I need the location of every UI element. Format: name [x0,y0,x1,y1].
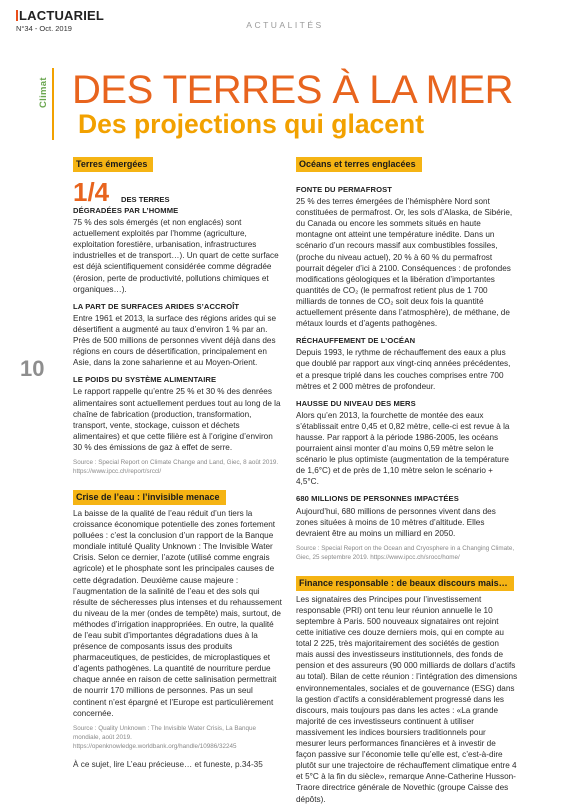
logo-text: ACTUARIEL [27,8,105,23]
paragraph-permafrost: 25 % des terres émergées de l’hémisphère Nord sont constituées de permafrost. Or, les sols d’Alaska, de Sibérie, du Canada ou encore les sommets situés en haute montagne ont atteint une température inédite. Dans un scénario d’un recours massif aux combustibles fossiles, (proche du niveau actuel), 20 % à 60 % du permafrost pourrait dégeler d’ici à 2100. Conséquences : de profondes modifications géologiques et la libération d’importantes quantités de CO₂ (le permafrost retient plus de 1 700 milliards de tonnes de CO₂ soit deux fois la quantité actuellement présente dans l’atmosphère), de méthane, de métaux lourds et d’agents pathogènes. [296,197,513,329]
paragraph-eau: La baisse de la qualité de l’eau réduit d’un tiers la croissance économique potentielle des zones fortement polluées : c’est la conclusion d’un rapport de la Banque mondiale intitulé Quality Unknown : The Invisible Water Crisis. Selon ce dernier, l’azote (utilisé comme engrais agricole) et le phosphate sont les principales causes de cette dégradation. Deuxième cause majeure : l’augmentation de la salinité de l’eau et des sols qui résulte de sécheresses plus intenses et du rehaussement du niveau de la mer (ondes de tempête) mais, surtout, de méthodes d’irrigation inappropriées. En outre, la qualité de l’eau subit d’importantes dégradations dues à la présence de composants issus des produits pharmaceutiques, de pesticides, de microplastiques et d’agents pathogènes. La quantité de nourriture perdue chaque année en raison de cette salinisation permettrait de nourrir 170 millions de personnes. Pas un seul continent n’est épargné et l’Europe est particulièrement concernée. [73,508,282,718]
subhead-ocean: RÉCHAUFFEMENT DE L’OCÉAN [296,336,416,346]
section-heading-finance: Finance responsable : de beaux discours mais… [296,576,514,591]
section-heading-terres: Terres émergées [73,157,153,172]
paragraph-mers: Alors qu’en 2013, la fourchette de montée des eaux s’établissait entre 0,45 et 0,82 mètre, celle-ci est revue à la hausse. Par rapport à la période 1986-2005, les océans pourraient ainsi monter d’au moins 0,59 mètre selon le scénario le plus optimiste (augmentation de la température de 1,6°C) et de près de 1,10 mètre selon le scénario + 4,5°C. [296,410,510,487]
paragraph-sols: 75 % des sols émergés (et non englacés) sont actuellement exploités par l’homme (agriculture, exploitation forestière, urbanisation, infrastructures industrielles et de transport…). Un quart de cette surface est déjà scientifiquement considérée comme dégradée (érosion, perte de productivité, pollutions chimiques et organiques…). [73,218,279,294]
paragraph-ocean: Depuis 1993, le rythme de réchauffement des eaux a plus que doublé par rapport aux vingt-cinq années précédentes, et a presque triplé dans les couches comprises entre 700 mètres et 2 000 mètres de profondeur. [296,348,511,391]
paragraph-finance: Les signataires des Principes pour l’investissement responsable (PRI) ont tenu leur réunion annuelle le 10 septembre à Paris. 500 nouveaux signataires ont rejoint cette initiative ces douze derniers mois, qui en compte au total 2 225, très majoritairement des sociétés de gestion mais aussi des investisseurs institutionnels, des fonds de pension et des assureurs (90 000 milliards de dollars d’actifs au total). Bilan de cette réunion : l’intégration des dimensions environnementales, sociales et de gouvernance (ESG) dans la gestion d’actifs a considérablement progressé dans les discours, mais toujours pas dans les actes : «La grande majorité de ces investisseurs continuent à utiliser massivement les indices boursiers traditionnels pour mesurer leurs performances financières et à investir de façon passive sur l’économie telle qu’elle est, c’est-à-dire plutôt sur une trajectoire de réchauffement climatique entre 4 et 5°C à la fin du siècle», remarque Anne-Catherine Husson-Traore directrice générale de Novethic (groupe Caisse des dépôts). [296,594,518,804]
left-column [73,157,283,770]
paragraph-arides: Entre 1961 et 2013, la surface des régions arides qui se désertifient a augmenté au taux d’environ 1 % par an. Près de 500 millions de personnes vivent déjà dans des régions en cours de désertification, principalement en Asie, dans la zone saharienne et au Moyen-Orient. [73,313,276,368]
subhead-arides: LA PART DE SURFACES ARIDES S’ACCROÎT [73,301,240,311]
rubric-label: Climat [38,77,49,108]
source-water: Source : Quality Unknown : The Invisible Water Crisis, La Banque mondiale, août 2019. https://openknowledge.worldbank.org/handle/10986/32245 [73,724,257,750]
source-ocean: Source : Special Report on the Ocean and Cryosphere in a Changing Climate, Giec, 25 septembre 2019. https://www.ipcc.ch/srocc/home/ [296,544,515,561]
subhead-degradees: DÉGRADÉES PAR L’HOMME [73,206,179,215]
fraction-stat [73,177,283,207]
subhead-permafrost: FONTE DU PERMAFROST [296,185,392,194]
subhead-alimentaire: LE POIDS DU SYSTÈME ALIMENTAIRE [73,375,217,385]
section-heading-oceans: Océans et terres englacées [296,157,422,172]
fraction-label: DES TERRES [121,195,170,204]
page-number: 10 [20,356,45,381]
page-subtitle: Des projections qui glacent [78,109,425,139]
issue-label: N°34 - Oct. 2019 [16,24,72,33]
section-heading-eau: Crise de l’eau : l’invisible menace [73,490,226,505]
section-label: ACTUALITÉS [246,20,324,30]
fraction-value: 1/4 [73,177,110,207]
page-title: DES TERRES À LA MER [72,68,514,112]
logo-prefix: L [19,8,28,23]
rubric-bar [52,68,54,140]
source-land: Source : Special Report on Climate Change and Land, Giec, 8 août 2019. https://www.ipcc.ch/report/srccl/ [73,458,279,475]
subhead-personnes: 680 MILLIONS DE PERSONNES IMPACTÉES [296,494,459,504]
see-also-note: À ce sujet, lire L’eau précieuse… et funeste, p.34-35 [73,759,263,769]
paragraph-alimentaire: Le rapport rappelle qu’entre 25 % et 30 % des denrées alimentaires sont actuellement perdues tout au long de la chaîne de fabrication (production, transformation, transport, vente, stockage, cuisson et déchets alimentaires) et que cette filière est à l’origine d’environ 30 % des émissions de gaz à effet de serre. [73,387,281,452]
subhead-mers: HAUSSE DU NIVEAU DES MERS [296,398,416,408]
right-column [296,157,518,805]
paragraph-personnes: Aujourd’hui, 680 millions de personnes vivent dans des zones situées à moins de 10 mètres d’altitude. Elles devraient être au moins un milliard en 2050. [296,506,496,538]
